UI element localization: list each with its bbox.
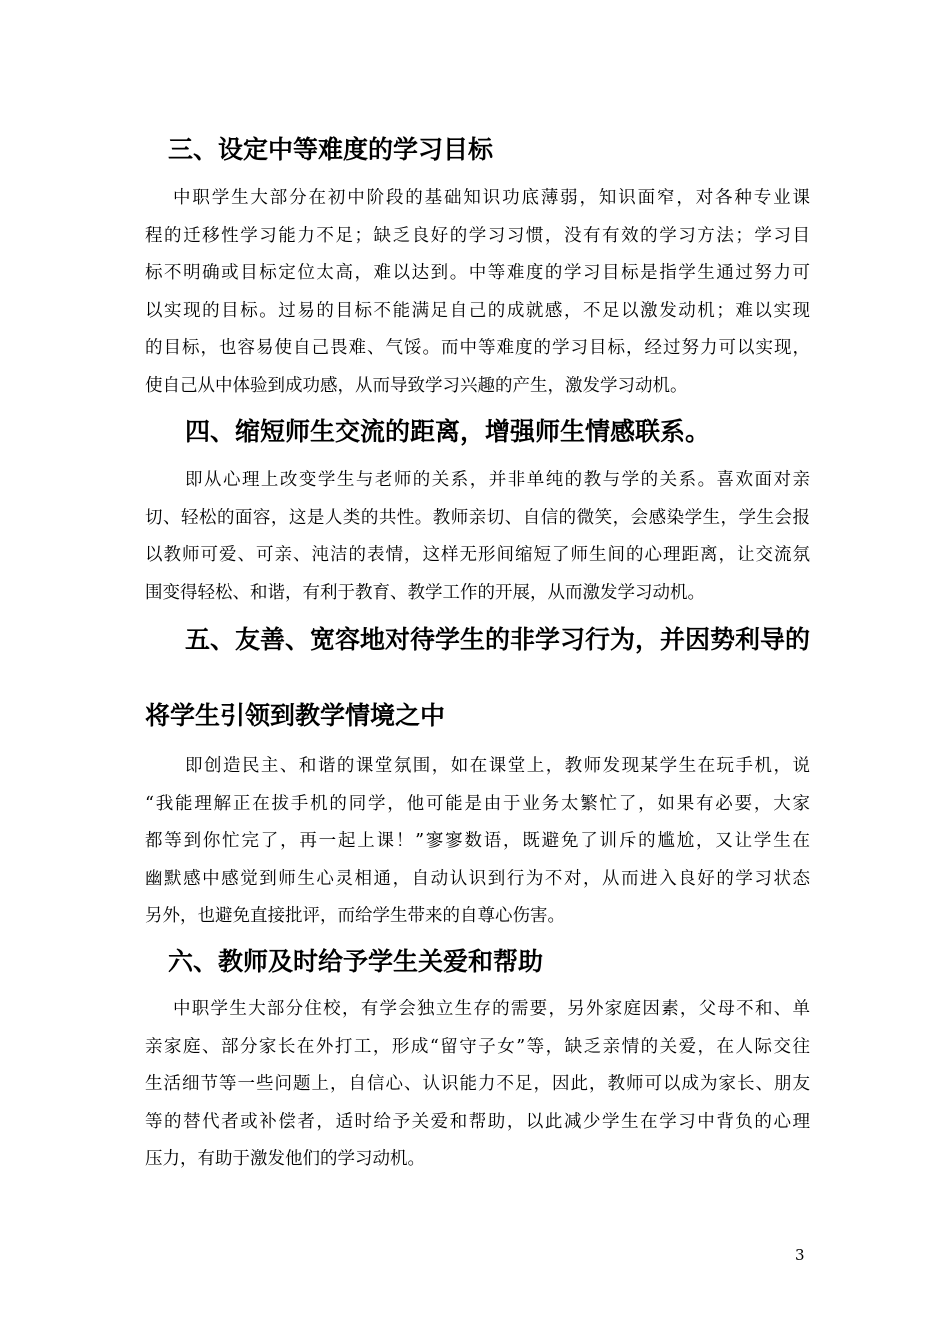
paragraph-line: 以实现的目标。过易的目标不能满足自己的成就感，不足以激发动机；难以实现 [145, 300, 810, 321]
section-heading-6: 六、教师及时给予学生关爱和帮助 [168, 947, 544, 976]
section-heading-5: 五、友善、宽容地对待学生的非学习行为，并因势利导的 [185, 625, 811, 654]
paragraph-line: 幽默感中感觉到师生心灵相通，自动认识到行为不对，从而进入良好的学习状态 [145, 868, 810, 889]
paragraph-line: 切、轻松的面容，这是人类的共性。教师亲切、自信的微笑，会感染学生，学生会报 [145, 507, 810, 528]
page-number: 3 [795, 1246, 805, 1264]
paragraph-line: 压力，有助于激发他们的学习动机。 [145, 1149, 425, 1169]
section-heading-4: 四、缩短师生交流的距离，增强师生情感联系。 [185, 417, 711, 446]
paragraph-line: “我能理解正在拔手机的同学，他可能是由于业务太繁忙了，如果有必要，大家 [145, 793, 810, 814]
paragraph-line: 即从心理上改变学生与老师的关系，并非单纯的教与学的关系。喜欢面对亲 [185, 470, 810, 490]
paragraph-line: 程的迁移性学习能力不足；缺乏良好的学习习惯，没有有效的学习方法；学习目 [145, 225, 810, 246]
section-heading-5-continued: 将学生引领到教学情境之中 [145, 701, 446, 730]
paragraph-line: 标不明确或目标定位太高，难以达到。中等难度的学习目标是指学生通过努力可 [145, 263, 810, 283]
paragraph-line: 生活细节等一些问题上，自信心、认识能力不足，因此，教师可以成为家长、朋友 [145, 1074, 810, 1094]
paragraph-line: 即创造民主、和谐的课堂氛围，如在课堂上，教师发现某学生在玩手机，说 [185, 756, 810, 776]
section-paragraph-4 [145, 462, 810, 612]
paragraph-line: 使自己从中体验到成功感，从而导致学习兴趣的产生，激发学习动机。 [145, 375, 688, 396]
paragraph-line: 亲家庭、部分家长在外打工，形成“留守子女”等，缺乏亲情的关爱，在人际交往 [145, 1036, 810, 1057]
paragraph-line: 的目标，也容易使自己畏难、气馁。而中等难度的学习目标，经过努力可以实现， [145, 338, 810, 358]
paragraph-line: 另外，也避免直接批评，而给学生带来的自尊心伤害。 [145, 906, 565, 926]
section-paragraph-5 [145, 748, 810, 936]
paragraph-line: 中职学生大部分住校，有学会独立生存的需要，另外家庭因素，父母不和、单 [173, 999, 810, 1019]
paragraph-line: 都等到你忙完了，再一起上课！”寥寥数语，既避免了训斥的尴尬，又让学生在 [145, 831, 810, 851]
paragraph-line: 围变得轻松、和谐，有利于教育、教学工作的开展，从而激发学习动机。 [145, 582, 705, 603]
paragraph-line: 以教师可爱、可亲、沌洁的表情，这样无形间缩短了师生间的心理距离，让交流氛 [145, 545, 810, 565]
paragraph-line: 等的替代者或补偿者，适时给予关爱和帮助，以此减少学生在学习中背负的心理 [145, 1111, 810, 1132]
paragraph-line: 中职学生大部分在初中阶段的基础知识功底薄弱，知识面窄，对各种专业课 [173, 188, 810, 208]
section-paragraph-3 [145, 180, 810, 405]
section-paragraph-6 [145, 991, 810, 1179]
section-heading-3: 三、设定中等难度的学习目标 [168, 135, 494, 164]
